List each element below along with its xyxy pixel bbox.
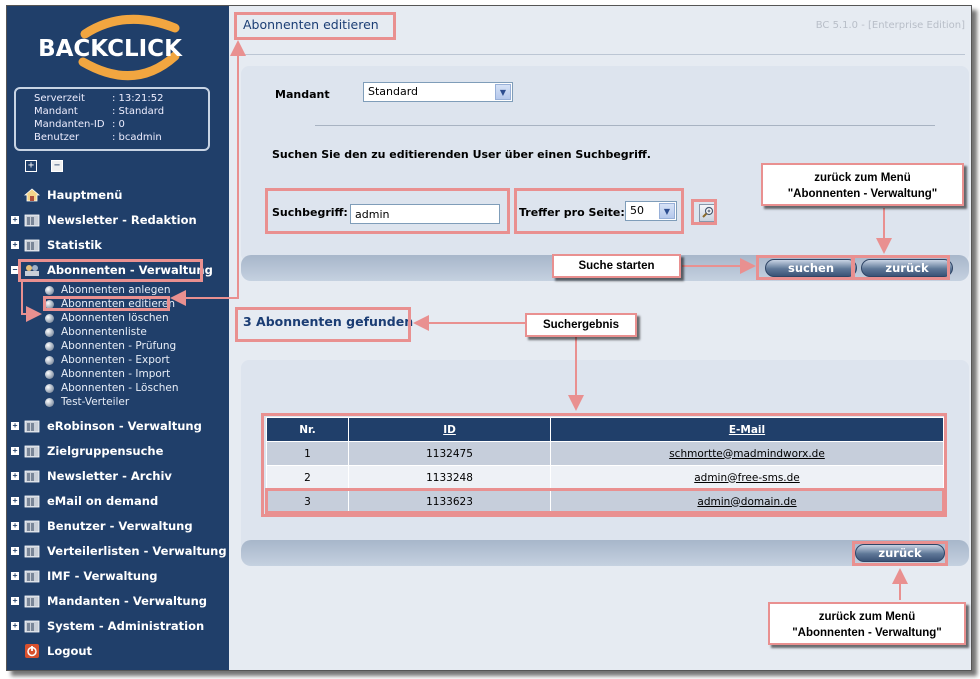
subitem-label: Abonnenten anlegen xyxy=(61,284,171,296)
per-page-select[interactable] xyxy=(625,201,677,221)
sidebar-subitem-pruefung[interactable] xyxy=(45,339,176,353)
sidebar-item-label: Benutzer - Verwaltung xyxy=(47,519,193,533)
search-label: Suchbegriff: xyxy=(272,206,348,219)
search-button[interactable]: suchen xyxy=(765,259,857,277)
sidebar-item-label: Abonnenten - Verwaltung xyxy=(47,263,213,277)
sidebar-item-imf-verwaltung[interactable] xyxy=(7,567,158,585)
info-key: Mandant xyxy=(34,106,78,117)
folder-icon xyxy=(24,519,40,533)
subitem-label: Abonnenten - Import xyxy=(61,368,171,380)
info-row-serverzeit xyxy=(34,92,208,105)
expand-all-icon[interactable]: + xyxy=(25,160,37,172)
sidebar-item-home[interactable] xyxy=(7,186,122,204)
sidebar-subitem-loeschen-2[interactable] xyxy=(45,381,179,395)
cell-email-link[interactable]: admin@domain.de xyxy=(551,490,944,514)
sidebar-item-benutzer-verwaltung[interactable] xyxy=(7,517,193,535)
folder-icon xyxy=(24,569,40,583)
search-panel-footer xyxy=(241,255,969,281)
sidebar-item-label: Hauptmenü xyxy=(47,188,123,202)
expand-icon[interactable]: + xyxy=(12,446,18,455)
callout-suchergebnis: Suchergebnis xyxy=(525,313,637,337)
expand-icon[interactable]: + xyxy=(12,471,18,480)
divider xyxy=(241,54,965,55)
expand-icon[interactable]: + xyxy=(12,215,18,224)
sidebar-item-erobinson[interactable] xyxy=(7,417,202,435)
column-header-email[interactable]: E-Mail xyxy=(551,418,944,442)
expand-icon[interactable]: + xyxy=(12,571,18,580)
bullet-icon xyxy=(45,300,54,309)
sidebar-item-label: Logout xyxy=(47,644,93,658)
cell-nr: 2 xyxy=(267,466,349,490)
bullet-icon xyxy=(45,286,54,295)
bullet-icon xyxy=(45,398,54,407)
bullet-icon xyxy=(45,314,54,323)
info-value: : bcadmin xyxy=(112,132,162,143)
sidebar-item-logout[interactable] xyxy=(7,642,92,660)
sidebar-item-label: Newsletter - Redaktion xyxy=(47,213,197,227)
main-content xyxy=(229,6,971,670)
subitem-label: Abonnenten - Prüfung xyxy=(61,340,177,352)
advanced-search-button[interactable] xyxy=(699,204,717,222)
folder-icon xyxy=(24,594,40,608)
bullet-icon xyxy=(45,384,54,393)
expand-icon[interactable]: + xyxy=(12,240,18,249)
bullet-icon xyxy=(45,356,54,365)
sidebar-item-label: Mandanten - Verwaltung xyxy=(47,594,208,608)
callout-suche-starten: Suche starten xyxy=(552,254,681,278)
expand-icon[interactable]: + xyxy=(12,421,18,430)
sidebar-item-newsletter-archiv[interactable] xyxy=(7,467,172,485)
sidebar-item-label: eRobinson - Verwaltung xyxy=(47,419,202,433)
subitem-label: Abonnenten editieren xyxy=(61,298,176,310)
info-row-mandant xyxy=(34,105,208,118)
callout-line: "Abonnenten - Verwaltung" xyxy=(792,627,942,639)
subitem-label: Abonnenten löschen xyxy=(61,312,169,324)
expand-icon[interactable]: + xyxy=(12,596,18,605)
info-key: Benutzer xyxy=(34,132,80,143)
sidebar xyxy=(7,6,229,671)
column-header-nr: Nr. xyxy=(267,418,349,442)
folder-icon xyxy=(24,544,40,558)
cell-email-link[interactable]: admin@free-sms.de xyxy=(551,466,944,490)
sidebar-item-email-on-demand[interactable] xyxy=(7,492,158,510)
version-label: BC 5.1.0 - [Enterprise Edition] xyxy=(815,20,965,31)
folder-icon xyxy=(24,444,40,458)
backclick-logo[interactable] xyxy=(25,14,195,84)
collapse-icon[interactable]: − xyxy=(12,265,18,274)
sidebar-subitem-liste[interactable] xyxy=(45,325,147,339)
folder-icon xyxy=(24,469,40,483)
cell-email-link[interactable]: schmortte@madmindworx.de xyxy=(551,442,944,466)
bullet-icon xyxy=(45,370,54,379)
search-input[interactable]: admin xyxy=(350,204,500,224)
cell-id: 1133623 xyxy=(349,490,551,514)
cell-nr: 1 xyxy=(267,442,349,466)
cell-id: 1133248 xyxy=(349,466,551,490)
folder-icon xyxy=(24,619,40,633)
subitem-label: Abonnentenliste xyxy=(61,326,147,338)
power-icon xyxy=(24,644,40,658)
table-row[interactable] xyxy=(267,442,944,466)
search-panel xyxy=(241,66,969,262)
info-key: Mandanten-ID xyxy=(34,119,105,130)
mandant-select[interactable] xyxy=(363,82,513,102)
cell-nr: 3 xyxy=(267,490,349,514)
expand-icon[interactable]: + xyxy=(12,496,18,505)
sidebar-item-label: Zielgruppensuche xyxy=(47,444,164,458)
folder-icon xyxy=(24,238,40,252)
info-value: : Standard xyxy=(112,106,165,117)
tree-controls xyxy=(25,160,63,172)
divider xyxy=(315,125,935,126)
results-count: 3 Abonnenten gefunden xyxy=(243,314,414,329)
sidebar-item-label: eMail on demand xyxy=(47,494,159,508)
bullet-icon xyxy=(45,342,54,351)
sidebar-item-label: Newsletter - Archiv xyxy=(47,469,172,483)
app-window xyxy=(6,5,972,671)
sidebar-item-label: Statistik xyxy=(47,238,102,252)
search-hint: Suchen Sie den zu editierenden User über einen Suchbegriff. xyxy=(272,148,651,161)
sidebar-subitem-editieren[interactable] xyxy=(45,297,175,311)
sidebar-subitem-import[interactable] xyxy=(45,367,170,381)
column-header-id[interactable]: ID xyxy=(349,418,551,442)
session-info xyxy=(14,87,210,151)
sidebar-subitem-loeschen[interactable] xyxy=(45,311,169,325)
subitem-label: Abonnenten - Löschen xyxy=(61,382,179,394)
callout-line: zurück zum Menü xyxy=(814,172,911,184)
home-icon xyxy=(24,188,40,202)
logo-text: BACKCLICK xyxy=(38,36,182,62)
sidebar-item-verteilerlisten[interactable] xyxy=(7,542,227,560)
sidebar-item-label: Verteilerlisten - Verwaltung xyxy=(47,544,227,558)
sidebar-item-newsletter-redaktion[interactable] xyxy=(7,211,197,229)
folder-icon xyxy=(24,419,40,433)
users-icon xyxy=(24,263,40,277)
sidebar-item-label: IMF - Verwaltung xyxy=(47,569,158,583)
info-value: : 0 xyxy=(112,119,125,130)
subitem-label: Test-Verteiler xyxy=(61,396,130,408)
subitem-label: Abonnenten - Export xyxy=(61,354,170,366)
info-key: Serverzeit xyxy=(34,93,85,104)
info-row-benutzer xyxy=(34,131,208,144)
per-page-label: Treffer pro Seite: xyxy=(519,206,625,219)
page-title: Abonnenten editieren xyxy=(243,17,379,32)
sidebar-item-statistik[interactable] xyxy=(7,236,102,254)
mandant-label: Mandant xyxy=(275,88,330,101)
sidebar-subitem-test-verteiler[interactable] xyxy=(45,395,129,409)
info-value: : 13:21:52 xyxy=(112,93,164,104)
callout-line: "Abonnenten - Verwaltung" xyxy=(787,188,938,200)
expand-icon[interactable]: + xyxy=(12,546,18,555)
bullet-icon xyxy=(45,328,54,337)
sidebar-item-system-administration[interactable] xyxy=(7,617,204,635)
expand-icon[interactable]: + xyxy=(12,521,18,530)
sidebar-item-abonnenten-verwaltung[interactable] xyxy=(7,261,213,279)
table-header-row xyxy=(267,418,944,442)
table-row[interactable] xyxy=(267,490,944,514)
expand-icon[interactable]: + xyxy=(12,621,18,630)
folder-icon xyxy=(24,213,40,227)
collapse-all-icon[interactable]: − xyxy=(51,160,63,172)
sidebar-item-mandanten-verwaltung[interactable] xyxy=(7,592,207,610)
folder-icon xyxy=(24,494,40,508)
chevron-down-icon: ▼ xyxy=(659,203,675,219)
results-table xyxy=(266,417,944,514)
cell-id: 1132475 xyxy=(349,442,551,466)
per-page-selected-value: 50 xyxy=(630,204,644,217)
magnifier-plus-icon xyxy=(702,206,714,221)
sidebar-item-zielgruppensuche[interactable] xyxy=(7,442,163,460)
sidebar-subitem-export[interactable] xyxy=(45,353,170,367)
info-row-mandanten-id xyxy=(34,118,208,131)
mandant-selected-value: Standard xyxy=(368,85,419,98)
sidebar-item-label: System - Administration xyxy=(47,619,205,633)
back-button-top[interactable]: zurück xyxy=(861,259,953,277)
back-button-bottom[interactable]: zurück xyxy=(855,544,945,562)
sidebar-subitem-anlegen[interactable] xyxy=(45,283,171,297)
table-row[interactable] xyxy=(267,466,944,490)
chevron-down-icon: ▼ xyxy=(495,84,511,100)
callout-line: zurück zum Menü xyxy=(818,611,916,623)
